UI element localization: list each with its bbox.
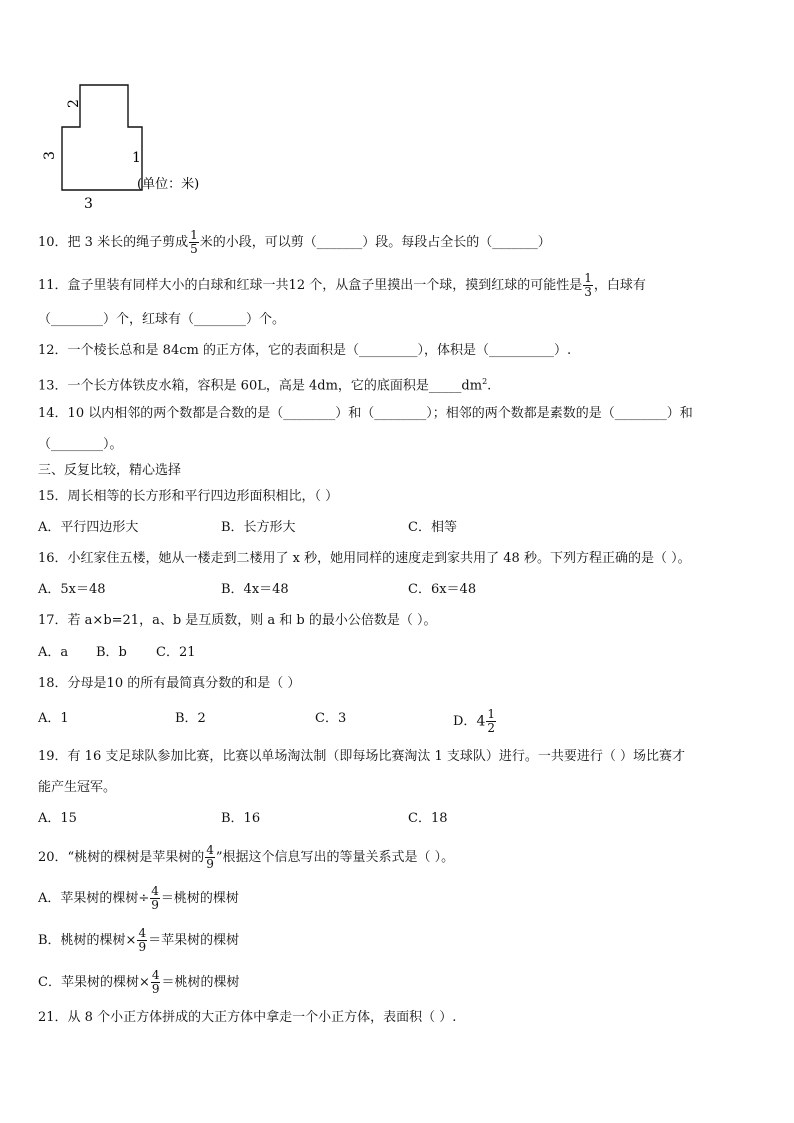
option-a: A．苹果树的棵树÷ $\frac{4}{9}$ ＝桃树的棵树 [38, 884, 239, 912]
question-11: 11．盒子里装有同样大小的白球和红球一共12 个，从盒子里摸出一个球，摸到红球的可能性是 $\frac{1}{3}$ ，白球有 [38, 271, 646, 299]
option-a: A．1 [38, 711, 69, 726]
unit-label: (单位：米) [137, 177, 200, 192]
option-b: B．桃树的棵树× $\frac{4}{9}$ ＝苹果树的棵树 [38, 926, 240, 954]
question-21: 21．从 8 个小正方体拼成的大正方体中拿走一个小正方体，表面积（ ）. [38, 1010, 457, 1025]
option-b: B．16 [221, 811, 261, 826]
fraction: $\frac{4}{9}$ [138, 926, 147, 954]
fraction: $\frac{4}{9}$ [151, 968, 160, 996]
option-a: A．平行四边形大 [38, 520, 139, 535]
fraction: $\frac{4}{9}$ [151, 884, 159, 912]
option-c: C．21 [156, 645, 196, 660]
option-b: B．b [96, 645, 127, 660]
section-heading: 三、反复比较，精心选择 [38, 463, 182, 478]
question-15: 15．周长相等的长方形和平行四边形面积相比，（ ） [38, 489, 339, 504]
option-b: B．2 [175, 711, 206, 726]
option-a: A．a [38, 645, 69, 660]
question-14-line2: （________）。 [38, 437, 123, 452]
fraction: $\frac{1}{3}$ [584, 271, 592, 299]
option-c: C．18 [408, 811, 448, 826]
option-c: C．苹果树的棵树× $\frac{4}{9}$ ＝桃树的棵树 [38, 968, 240, 996]
question-12: 12．一个棱长总和是 84cm 的正方体，它的表面积是（_________），体积是（__________）. [38, 343, 572, 358]
question-14: 14．10 以内相邻的两个数都是合数的是（________）和（________）；相邻的两个数都是素数的是（________）和 [38, 406, 693, 421]
question-17: 17．若 a×b=21，a、b 是互质数，则 a 和 b 的最小公倍数是（ ）。 [38, 613, 437, 628]
label-bottom: 3 [84, 196, 93, 212]
shape-figure [38, 72, 238, 212]
option-c: C．3 [315, 711, 347, 726]
fraction: $\frac{1}{5}$ [190, 228, 198, 256]
question-19: 19．有 16 支足球队参加比赛，比赛以单场淘汰制（即每场比赛淘汰 1 支球队）进行。一共要进行（ ）场比赛才 [38, 749, 686, 764]
question-16: 16．小红家住五楼，她从一楼走到二楼用了 x 秒，她用同样的速度走到家共用了 48 秒。下列方程正确的是（ ）。 [38, 551, 691, 566]
option-c: C．6x＝48 [408, 582, 477, 597]
option-c: C．相等 [408, 520, 457, 535]
option-a: A．5x＝48 [38, 582, 106, 597]
question-18: 18．分母是10 的所有最简真分数的和是（ ） [38, 676, 301, 691]
fraction: $\frac{1}{2}$ [487, 707, 495, 735]
question-13: 13．一个长方体铁皮水箱，容积是 60L，高是 4dm，它的底面积是$\_\_\_\_\_dm^2$. [38, 377, 492, 394]
fraction: $\frac{4}{9}$ [206, 843, 214, 871]
option-b: B．4x＝48 [221, 582, 289, 597]
question-11-line2: （________）个，红球有（________）个。 [38, 312, 286, 327]
question-20: 20．“桃树的棵树是苹果树的 $\frac{4}{9}$ ”根据这个信息写出的等量关系式是（ ）。 [38, 843, 455, 871]
label-left: 3 [42, 151, 58, 160]
option-b: B．长方形大 [221, 520, 296, 535]
question-10: 10．把 3 米长的绳子剪成 $\frac{1}{5}$ 米的小段，可以剪（_______）段。每段占全长的（_______） [38, 228, 551, 256]
option-a: A．15 [38, 811, 77, 826]
question-19-line2: 能产生冠军。 [38, 780, 117, 795]
label-right: 1 [132, 150, 141, 166]
option-d: D．4 $\frac{1}{2}$ [453, 707, 495, 735]
label-top: 2 [66, 99, 82, 108]
